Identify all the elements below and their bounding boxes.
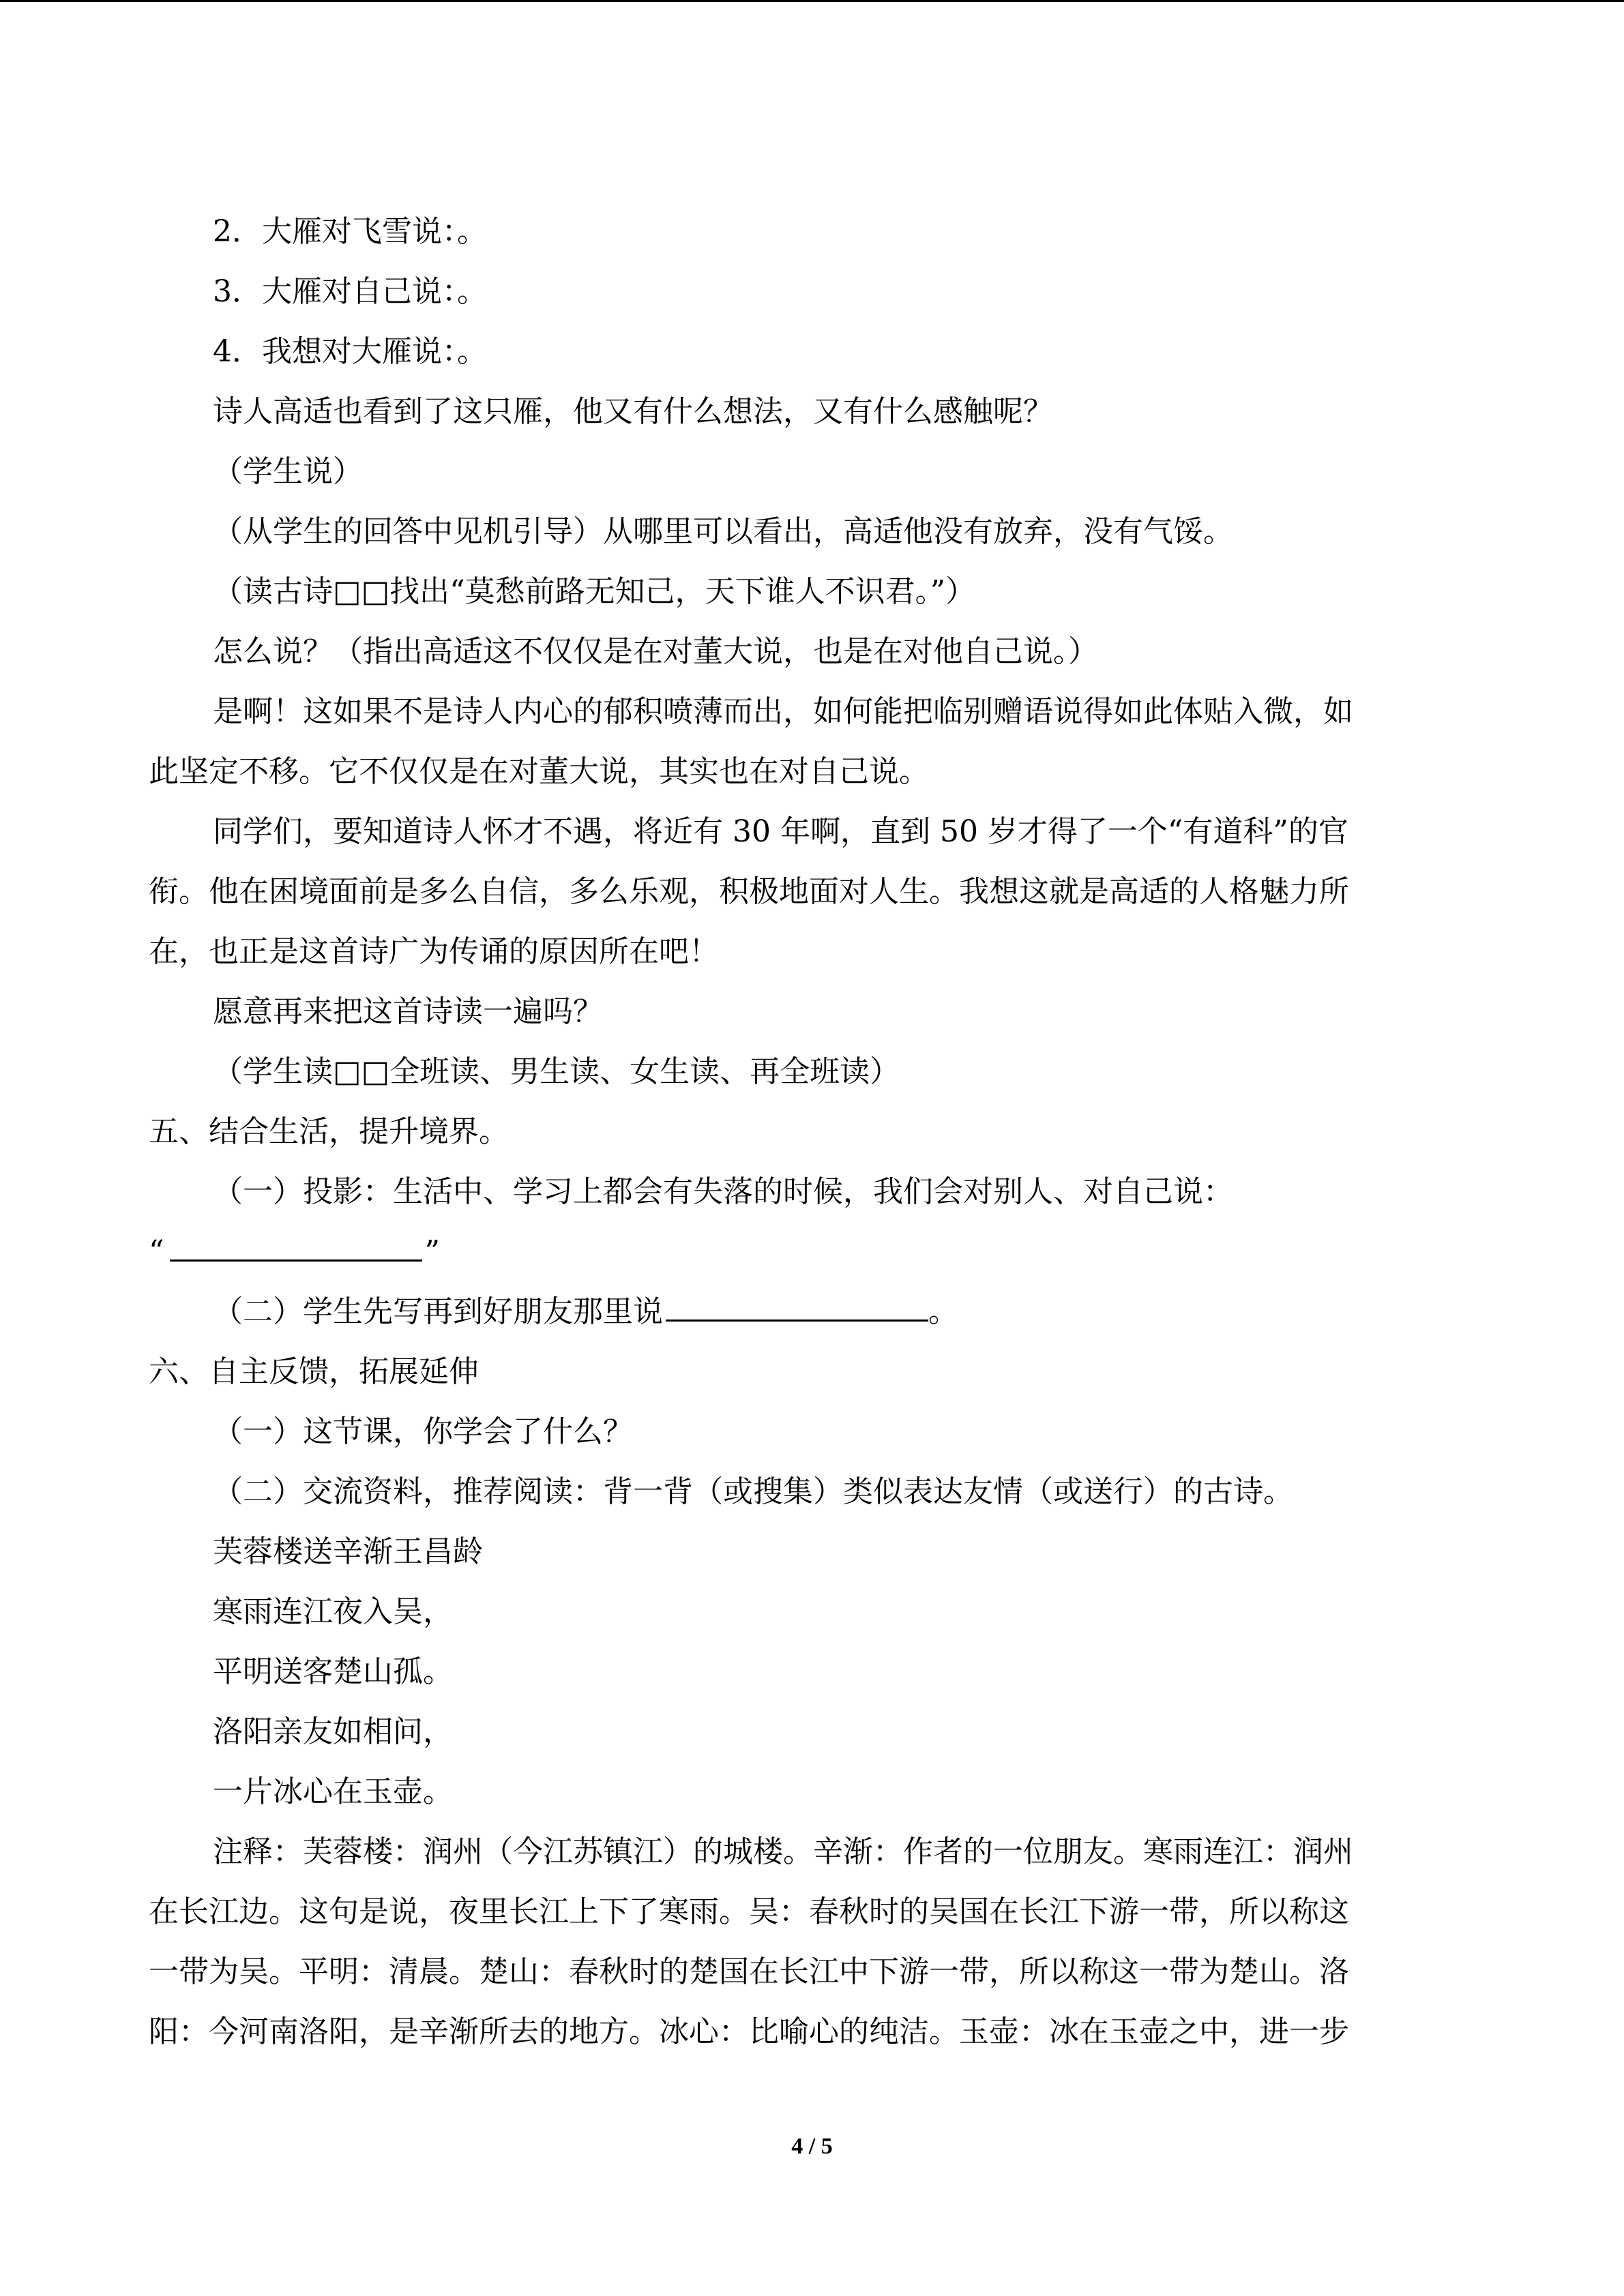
blank-end-mark: 。 — [928, 1294, 958, 1329]
paragraph-line: 在，也正是这首诗广为传诵的原因所在吧！ — [149, 934, 719, 969]
exercise-item-4: 4．我想对大雁说：。 — [213, 334, 487, 369]
paragraph-line: （学生说） — [213, 454, 363, 489]
paragraph-line: 诗人高适也看到了这只雁，他又有什么想法，又有什么感触呢？ — [213, 394, 1053, 429]
poem-line: 平明送客楚山孤。 — [213, 1654, 453, 1689]
section-heading-5: 五、结合生活，提升境界。 — [149, 1114, 509, 1149]
close-quote: ” — [424, 1234, 440, 1269]
annotation-line: 阳：今河南洛阳，是辛渐所去的地方。冰心：比喻心的纯洁。玉壶：冰在玉壶之中，进一步 — [149, 2014, 1349, 2049]
paragraph-line: （一）这节课，你学会了什么？ — [213, 1414, 633, 1449]
exercise-item-2: 2．大雁对飞雪说：。 — [213, 214, 487, 249]
page-number: 4 / 5 — [791, 2134, 833, 2159]
paragraph-line: 此坚定不移。它不仅仅是在对董大说，其实也在对自己说。 — [149, 754, 929, 789]
paragraph-line: 衔。他在困境面前是多么自信，多么乐观，积极地面对人生。我想这就是高适的人格魅力所 — [149, 874, 1349, 909]
paragraph-line: 同学们，要知道诗人怀才不遇，将近有 30 年啊，直到 50 岁才得了一个“有道科”的官 — [213, 814, 1348, 849]
answer-blank — [666, 1292, 928, 1322]
poem-title: 芙蓉楼送辛渐王昌龄 — [213, 1534, 483, 1569]
paragraph-line: 怎么说？（指出高适这不仅仅是在对董大说，也是在对他自己说。） — [213, 634, 1098, 669]
annotation-line: 一带为吴。平明：清晨。楚山：春秋时的楚国在长江中下游一带，所以称这一带为楚山。洛 — [149, 1954, 1349, 1989]
exercise-item-3: 3．大雁对自己说：。 — [213, 274, 487, 309]
section-heading-6: 六、自主反馈，拓展延伸 — [149, 1354, 479, 1389]
poem-line: 一片冰心在玉壶。 — [213, 1774, 453, 1809]
poem-line: 洛阳亲友如相问， — [213, 1714, 453, 1749]
annotation-line: 在长江边。这句是说，夜里长江上下了寒雨。吴：春秋时的吴国在长江下游一带，所以称这 — [149, 1894, 1349, 1929]
paragraph-line: （一）投影：生活中、学习上都会有失落的时候，我们会对别人、对自己说： — [213, 1174, 1233, 1209]
paragraph-line: （二）交流资料，推荐阅读：背一背（或搜集）类似表达友情（或送行）的古诗。 — [213, 1474, 1293, 1509]
open-quote: “ — [149, 1234, 164, 1269]
paragraph-line: 愿意再来把这首诗读一遍吗？ — [213, 994, 603, 1029]
poem-line: 寒雨连江夜入吴， — [213, 1594, 453, 1629]
paragraph-line: （学生读□□全班读、男生读、女生读、再全班读） — [213, 1054, 900, 1089]
paragraph-line: （从学生的回答中见机引导）从哪里可以看出，高适他没有放弃，没有气馁。 — [213, 514, 1233, 549]
fill-blank-line-1 — [149, 1222, 1458, 1282]
paragraph-line: 是啊！这如果不是诗人内心的郁积喷薄而出，如何能把临别赠语说得如此体贴入微，如 — [213, 694, 1353, 729]
paragraph-line: （读古诗□□找出“莫愁前路无知己，天下谁人不识君。”） — [213, 574, 976, 609]
document-body — [149, 202, 1458, 2062]
top-border-line — [0, 0, 1624, 2]
answer-blank — [170, 1232, 422, 1262]
fill-blank-line-2 — [149, 1282, 1458, 1342]
annotation-line: 注释：芙蓉楼：润州（今江苏镇江）的城楼。辛渐：作者的一位朋友。寒雨连江：润州 — [213, 1834, 1353, 1869]
blank-prompt: （二）学生先写再到好朋友那里说 — [213, 1294, 663, 1329]
